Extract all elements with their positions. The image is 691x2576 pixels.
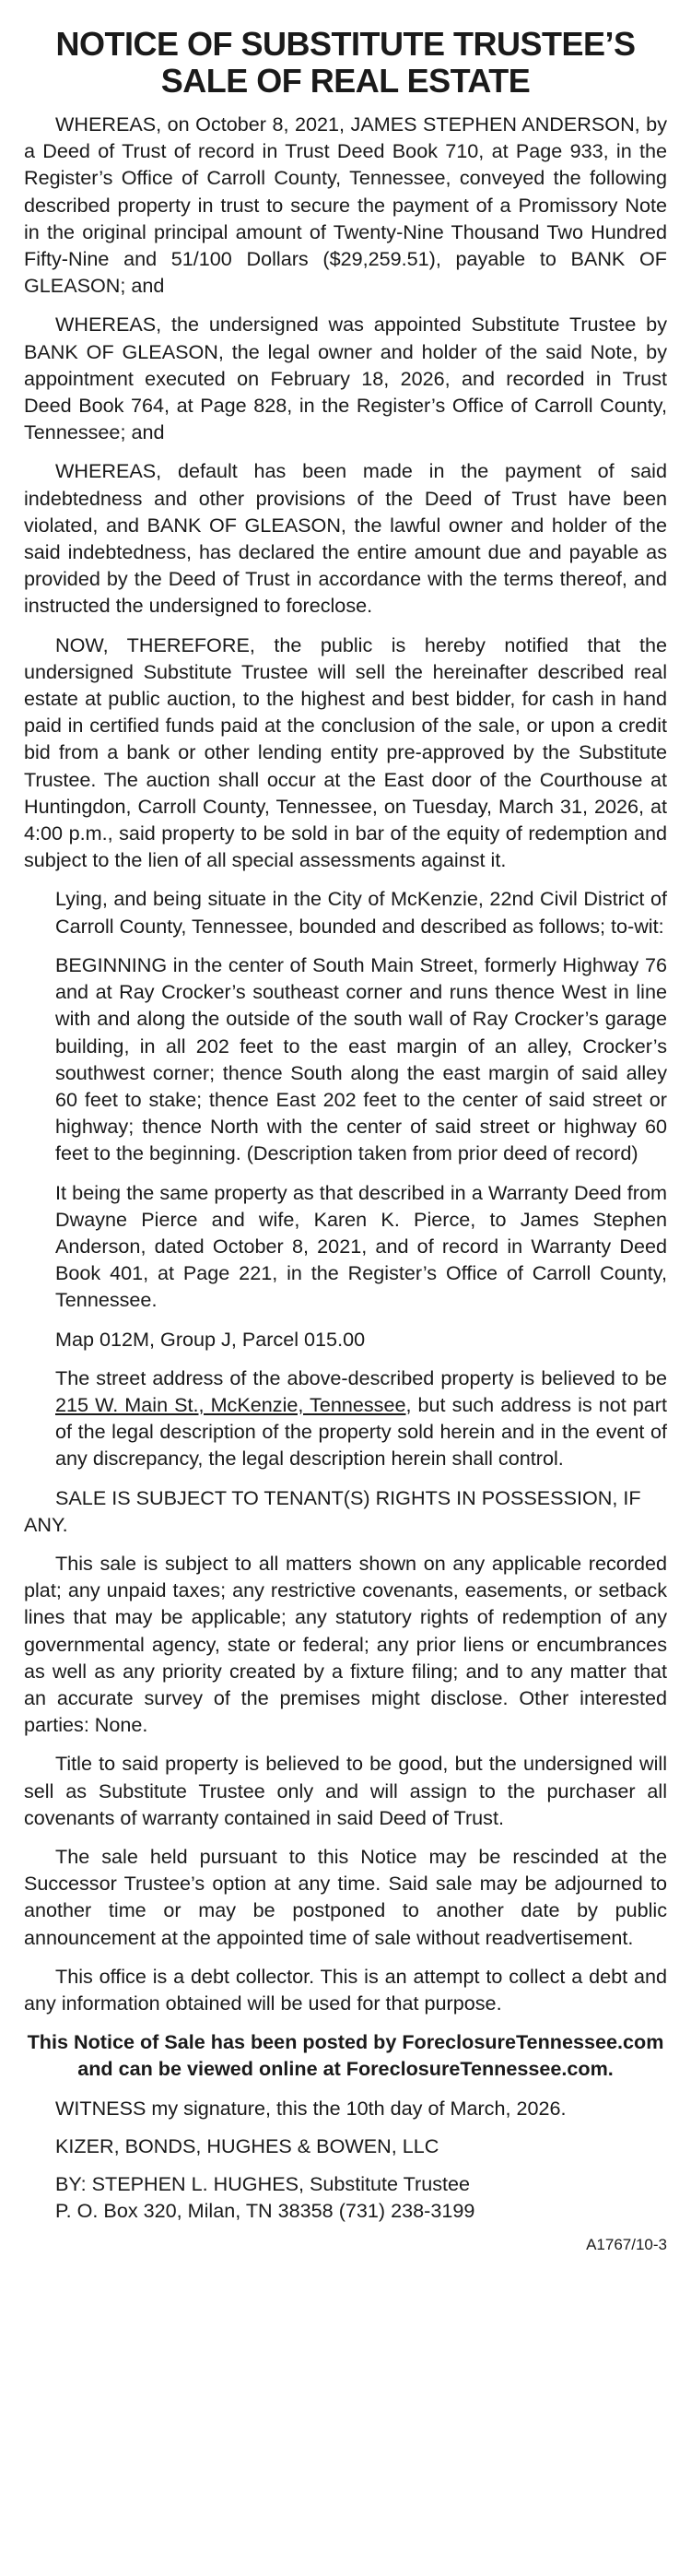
paragraph-default: WHEREAS, default has been made in the payment of said indebtedness and other provisions of the Deed of Trust have been violated, and BANK OF GLEASON, the lawful owner and holder of the said indebtedness, has declared the entire amount due and payable as provided by the Deed of Trust in accordance with the terms thereof, and instructed the undersigned to foreclose. bbox=[24, 459, 667, 618]
paragraph-deed-of-trust: WHEREAS, on October 8, 2021, JAMES STEPHEN ANDERSON, by a Deed of Trust of record in Trust Deed Book 710, at Page 933, in the Register’s Office of Carroll County, Tennessee, conveyed the following described property in trust to secure the payment of a Promissory Note in the original principal amount of Twenty-Nine Thousand Two Hundred Fifty-Nine and 51/100 Dollars ($29,259.51), payable to BANK OF GLEASON; and bbox=[24, 112, 667, 298]
witness-line: WITNESS my signature, this the 10th day of March, 2026. bbox=[55, 2096, 567, 2120]
title-line-2: SALE OF REAL ESTATE bbox=[160, 62, 531, 100]
street-address-disclaimer: , but such address is not part of the legal description of the property sold herein and in the event of any discrepancy, the legal description herein shall control. bbox=[55, 1392, 667, 1471]
street-address-intro: The street address of the above-described property is believed to be bbox=[55, 1365, 667, 1389]
paragraph-legal-description: BEGINNING in the center of South Main Street, formerly Highway 76 and at Ray Crocker’s southeast corner and runs thence West in line with and along the outside of the south wall of Ray Crocker’s garage building, in all 202 feet to the east margin of an alley, Crocker’s southwest corner; thence South along the east margin of said alley 60 feet to stake; thence East 202 feet to the center of said street or highway; thence North with the center of said street or highway 60 feet to the beginning. (Description taken from prior deed of record) bbox=[55, 952, 667, 1165]
paragraph-street-address bbox=[24, 1365, 667, 1472]
notice-title bbox=[24, 26, 667, 100]
paragraph-title: Title to said property is believed to be good, but the undersigned will sell as Substitute Trustee only and will assign to the purchaser all covenants of warranty contained in said Deed of Trust. bbox=[24, 1752, 667, 1829]
paragraph-appointment: WHEREAS, the undersigned was appointed Substitute Trustee by BANK OF GLEASON, the legal owner and holder of the said Note, by appointment executed on February 18, 2026, and recorded in Trust Deed Book 764, at Page 828, in the Register’s Office of Carroll County, Tennessee; and bbox=[24, 313, 667, 444]
paragraph-sale-terms: NOW, THEREFORE, the public is hereby notified that the undersigned Substitute Trustee will sell the hereinafter described real estate at public auction, to the highest and best bidder, for cash in hand paid in certified funds paid at the conclusion of the sale, or upon a credit bid from a bank or other lending entity pre-approved by the Substitute Trustee. The auction shall occur at the East door of the Courthouse at Huntingdon, Carroll County, Tennessee, on Tuesday, March 31, 2026, at 4:00 p.m., said property to be sold in bar of the equity of redemption and subject to the lien of all special assessments against it. bbox=[24, 632, 667, 872]
signature-block bbox=[24, 2170, 667, 2224]
ad-reference-code: A1767/10-3 bbox=[586, 2236, 667, 2254]
paragraph-tenant-rights: SALE IS SUBJECT TO TENANT(S) RIGHTS IN POSSESSION, IF ANY. bbox=[24, 1485, 641, 1536]
law-firm-name: KIZER, BONDS, HUGHES & BOWEN, LLC bbox=[55, 2133, 439, 2157]
paragraph-posted-online: This Notice of Sale has been posted by ForeclosureTennessee.com and can be viewed online at ForeclosureTennessee.com. bbox=[27, 2030, 664, 2081]
paragraph-warranty-deed: It being the same property as that described in a Warranty Deed from Dwayne Pierce and wife, Karen K. Pierce, to James Stephen Anderson, dated October 8, 2021, and of record in Warranty Deed Book 401, at Page 221, in the Register’s Office of Carroll County, Tennessee. bbox=[55, 1180, 667, 1312]
signer-line: BY: STEPHEN L. HUGHES, Substitute Trustee bbox=[55, 2172, 471, 2196]
paragraph-parcel: Map 012M, Group J, Parcel 015.00 bbox=[55, 1327, 366, 1351]
paragraph-debt-collector: This office is a debt collector. This is an attempt to collect a debt and any information obtained will be used for that purpose. bbox=[24, 1964, 667, 2015]
paragraph-rescind: The sale held pursuant to this Notice may be rescinded at the Successor Trustee’s option at any time. Said sale may be adjourned to another time or may be postponed to another date by public announcement at the appointed time of sale without readvertisement. bbox=[24, 1844, 667, 1949]
street-address: 215 W. Main St., McKenzie, Tennessee bbox=[55, 1392, 406, 1416]
contact-address: P. O. Box 320, Milan, TN 38358 (731) 238-3199 bbox=[55, 2199, 475, 2223]
title-line-1: NOTICE OF SUBSTITUTE TRUSTEE’S bbox=[55, 25, 636, 63]
paragraph-subject-matters: This sale is subject to all matters shown on any applicable recorded plat; any unpaid taxes; any restrictive covenants, easements, or setback lines that may be applicable; any statutory rights of redemption of any governmental agency, state or federal; any prior liens or encumbrances as well as any priority created by a fixture filing; and to any matter that an accurate survey of the premises might disclose. Other interested parties: None. bbox=[24, 1551, 667, 1737]
paragraph-location: Lying, and being situate in the City of McKenzie, 22nd Civil District of Carroll County, Tennessee, bounded and described as follows; to-wit: bbox=[55, 887, 667, 938]
